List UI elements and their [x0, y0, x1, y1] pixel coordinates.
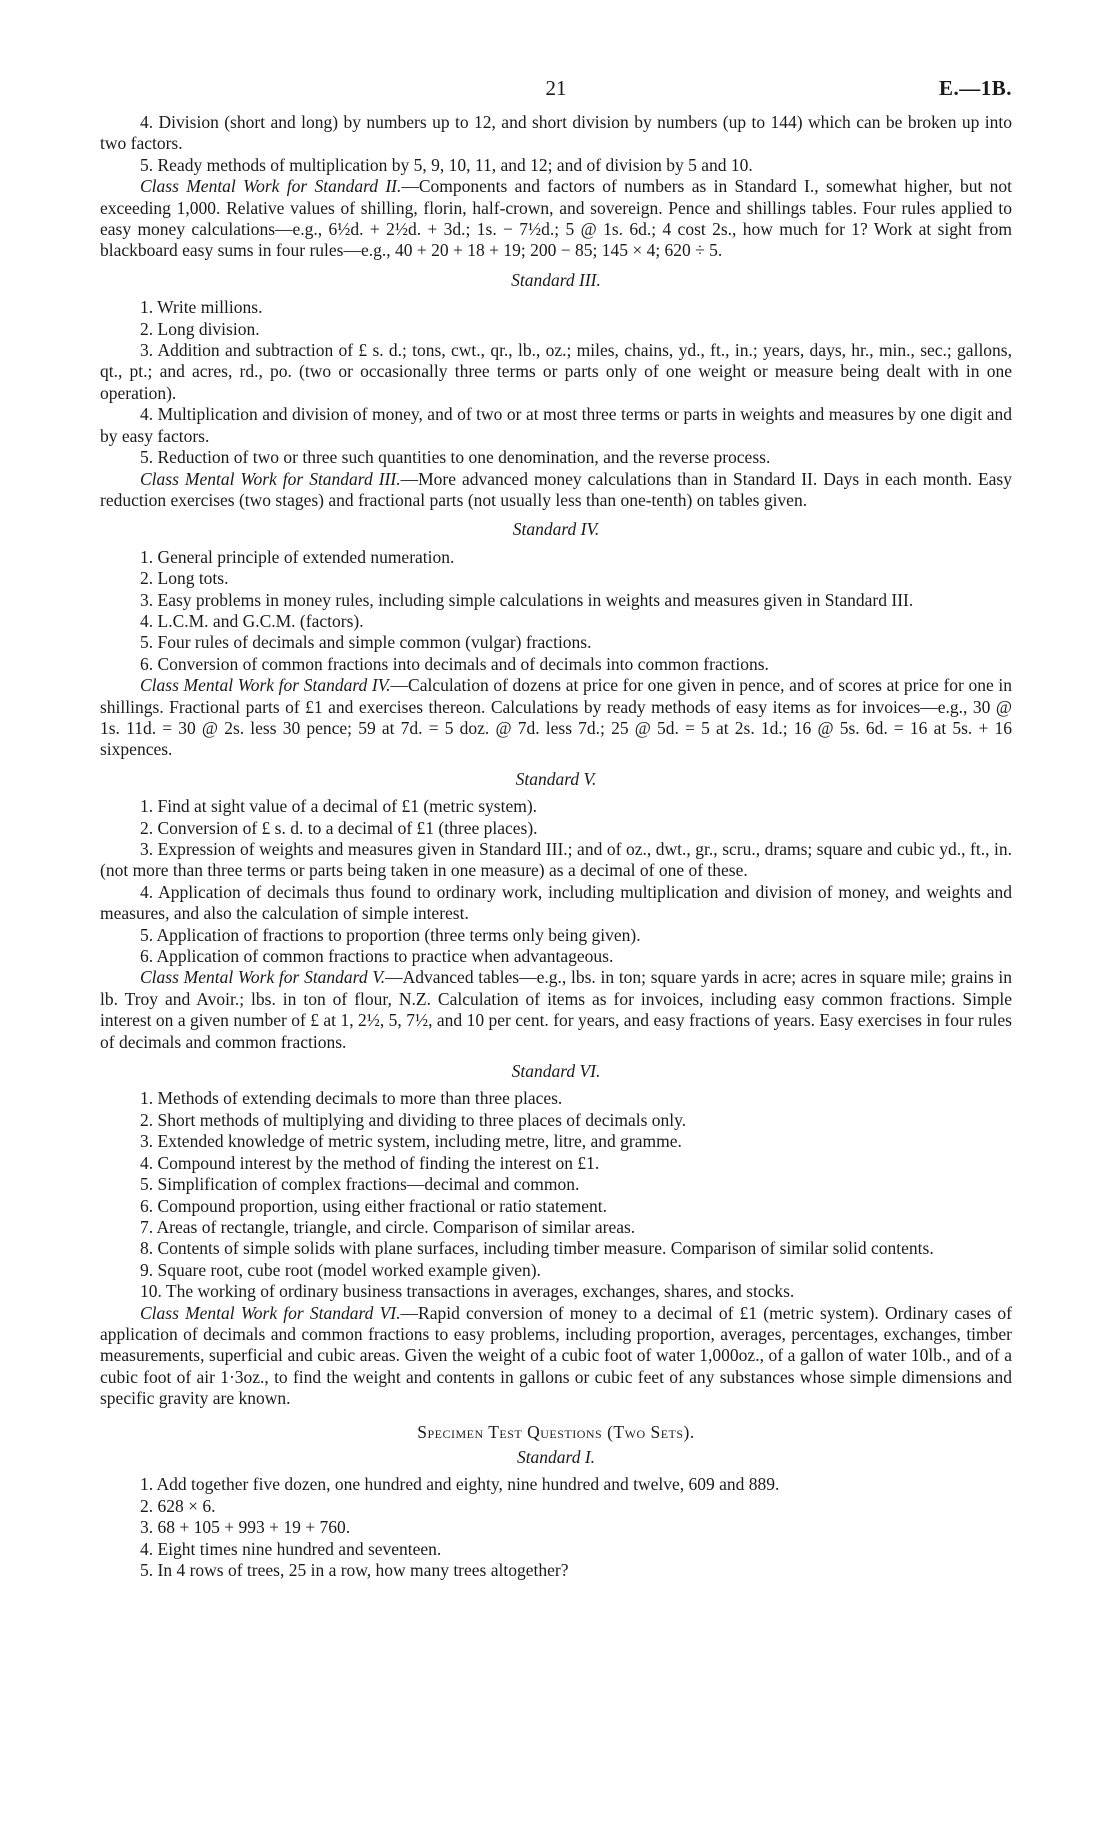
list-item: 6. Compound proportion, using either fractional or ratio statement. — [140, 1195, 608, 1216]
list-item: 2. Long division. — [140, 318, 260, 339]
list-item: 9. Square root, cube root (model worked example given). — [140, 1259, 541, 1280]
list-item: 3. Expression of weights and measures given in Standard III.; and of oz., dwt., gr., scru., drams; square and cubic yd., ft., in. (not more than three terms or parts being taken in one measure) as a decimal of one of these. — [100, 839, 1012, 881]
mental-work-text: —Rapid conversion of money to a decimal of £1 (metric system). Ordinary cases of application of decimals and common fractions to easy problems, including proportion, averages, percentages, exchanges, timber measurements, superficial and cubic areas. Given the weight of a cubic foot of water 1,000oz., of a gallon of water 10lb., and of a cubic foot of air 1·3oz., to find the weight and contents in gallons or cubic feet of any substances whose simple dimensions and specific gravity are known. — [100, 1302, 1012, 1409]
page-number: 21 — [545, 76, 567, 100]
list-item: 5. Application of fractions to proportion (three terms only being given). — [140, 924, 641, 945]
list-item: 1. General principle of extended numeration. — [140, 546, 455, 567]
list-item: 1. Write millions. — [140, 297, 263, 318]
mental-work-lead: Class Mental Work for Standard V. — [140, 967, 386, 988]
mental-work-lead: Class Mental Work for Standard III. — [140, 468, 401, 489]
class-mental-work-paragraph — [100, 675, 1012, 761]
mental-work-lead: Class Mental Work for Standard VI. — [140, 1302, 401, 1323]
section-heading: Standard VI. — [511, 1061, 601, 1082]
class-mental-work-paragraph — [100, 1303, 1012, 1410]
specimen-section — [100, 1422, 1012, 1582]
page-header — [100, 78, 1012, 112]
section-heading: Standard V. — [515, 768, 597, 789]
list-item: 6. Conversion of common fractions into decimals and of decimals into common fractions. — [140, 653, 769, 674]
list-item: 4. Division (short and long) by numbers up to 12, and short division by numbers (up to 144) which can be broken up into two factors. — [100, 112, 1012, 154]
body-sections — [100, 112, 1012, 1410]
specimen-title: Specimen Test Questions (Two Sets). — [417, 1421, 695, 1442]
specimen-heading: Standard I. — [516, 1446, 596, 1467]
list-item: 3. Extended knowledge of metric system, including metre, litre, and gramme. — [140, 1131, 682, 1152]
section-2 — [100, 519, 1012, 760]
section-0 — [100, 112, 1012, 262]
section-heading: Standard III. — [511, 269, 601, 290]
mental-work-lead: Class Mental Work for Standard II. — [140, 176, 402, 197]
list-item: 8. Contents of simple solids with plane surfaces, including timber measure. Comparison of similar solid contents. — [140, 1238, 934, 1259]
list-item: 2. Long tots. — [140, 568, 229, 589]
list-item: 4. L.C.M. and G.C.M. (factors). — [140, 610, 364, 631]
list-item: 5. Ready methods of multiplication by 5, 9, 10, 11, and 12; and of division by 5 and 10. — [140, 154, 753, 175]
list-item: 4. Multiplication and division of money, and of two or at most three terms or parts in weights and measures by one digit and by easy factors. — [100, 404, 1012, 446]
section-3 — [100, 769, 1012, 1053]
question-item: 5. In 4 rows of trees, 25 in a row, how many trees altogether? — [140, 1560, 569, 1580]
class-mental-work-paragraph — [100, 967, 1012, 1053]
list-item: 2. Short methods of multiplying and dividing to three places of decimals only. — [140, 1109, 687, 1130]
list-item: 3. Addition and subtraction of £ s. d.; tons, cwt., qr., lb., oz.; miles, chains, yd., ft., in.; years, days, hr., min., sec.; gallons, qt., pt.; and acres, rd., po. (two or occasionally three terms or parts only of one weight or measure being dealt with in one operation). — [100, 340, 1012, 403]
list-item: 6. Application of common fractions to practice when advantageous. — [140, 946, 614, 967]
mental-work-lead: Class Mental Work for Standard IV. — [140, 675, 391, 696]
list-item: 7. Areas of rectangle, triangle, and circle. Comparison of similar areas. — [140, 1216, 636, 1237]
list-item: 2. Conversion of £ s. d. to a decimal of £1 (three places). — [140, 817, 538, 838]
list-item: 3. Easy problems in money rules, including simple calculations in weights and measures given in Standard III. — [140, 589, 914, 610]
specimen-items — [100, 1474, 1012, 1581]
question-item: 1. Add together five dozen, one hundred and eighty, nine hundred and twelve, 609 and 889. — [140, 1474, 780, 1495]
list-item: 5. Four rules of decimals and simple common (vulgar) fractions. — [140, 632, 592, 653]
list-item: 4. Application of decimals thus found to ordinary work, including multiplication and division of money, and weights and measures, and also the calculation of simple interest. — [100, 881, 1012, 924]
mental-work-text: —More advanced money calculations than in Standard II. Days in each month. Easy reduction exercises (two stages) and fractional parts (not usually less than one-tenth) on tables given. — [100, 468, 1012, 510]
list-item: 4. Compound interest by the method of finding the interest on £1. — [140, 1152, 600, 1173]
list-item: 5. Reduction of two or three such quantities to one denomination, and the reverse process. — [140, 447, 771, 468]
list-item: 1. Methods of extending decimals to more than three places. — [140, 1088, 563, 1109]
section-4 — [100, 1061, 1012, 1410]
mental-work-text: —Advanced tables—e.g., lbs. in ton; square yards in acre; acres in square mile; grains in lb. Troy and Avoir.; lbs. in ton of flour, N.Z. Calculation of items as for invoices, including easy common fractions. Simple interest on a given number of £ at 1, 2½, 5, 7½, and 10 per cent. for years, and easy fractions of years. Easy exercises in four rules of decimals and common fractions. — [100, 967, 1012, 1052]
question-item: 4. Eight times nine hundred and seventeen. — [140, 1538, 442, 1559]
section-1 — [100, 270, 1012, 511]
mental-work-text: —Components and factors of numbers as in Standard I., somewhat higher, but not exceeding 1,000. Relative values of shilling, florin, half-crown, and sovereign. Pence and shillings tables. Four rules applied to easy money calculations—e.g., 6½d. + 2½d. + 3d.; 1s. − 7½d.; 5 @ 1s. 6d.; 4 cost 2s., how much for 1? Work at sight from blackboard easy sums in four rules—e.g., 40 + 20 + 18 + 19; 200 − 85; 145 × 4; 620 ÷ 5. — [100, 176, 1012, 261]
question-item: 3. 68 + 105 + 993 + 19 + 760. — [140, 1517, 351, 1538]
page-reference: E.—1B. — [938, 76, 1012, 100]
question-item: 2. 628 × 6. — [140, 1495, 216, 1516]
list-item: 10. The working of ordinary business transactions in averages, exchanges, shares, and stocks. — [140, 1281, 795, 1302]
section-heading: Standard IV. — [512, 519, 600, 540]
mental-work-text: —Calculation of dozens at price for one given in pence, and of scores at price for one in shillings. Fractional parts of £1 and exercises thereon. Calculations by ready methods of easy items as for invoices—e.g., 30 @ 1s. 11d. = 30 @ 2s. less 30 pence; 59 at 7d. = 5 doz. @ 7d. less 7d.; 25 @ 5d. = 5 at 2s. 1d.; 16 @ 5s. 6d. = 16 at 5s. + 16 sixpences. — [100, 675, 1012, 760]
document-page — [100, 78, 1012, 1581]
class-mental-work-paragraph — [100, 469, 1012, 512]
list-item: 5. Simplification of complex fractions—decimal and common. — [140, 1174, 580, 1195]
class-mental-work-paragraph — [100, 176, 1012, 262]
list-item: 1. Find at sight value of a decimal of £1 (metric system). — [140, 796, 538, 817]
